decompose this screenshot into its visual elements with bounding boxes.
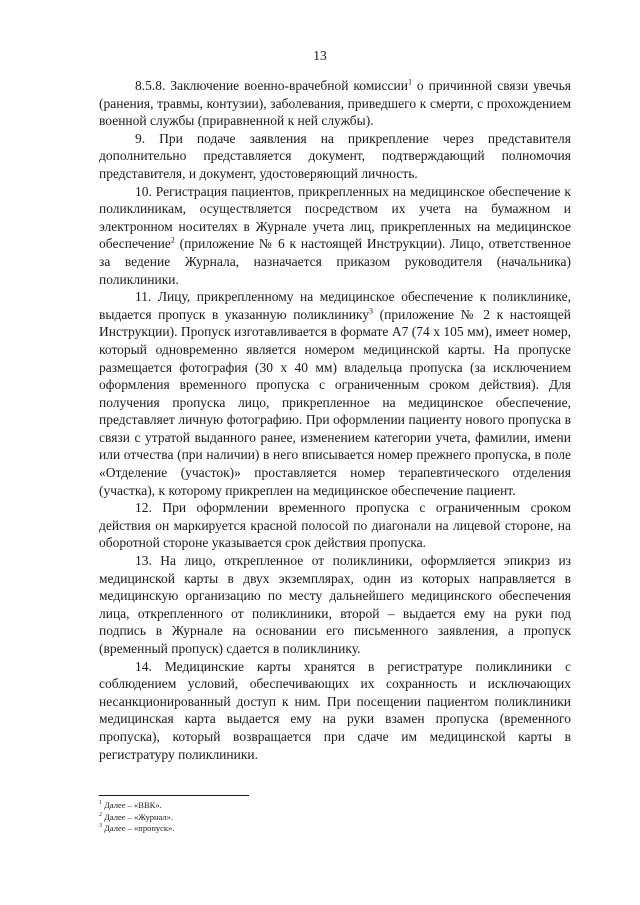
footnote-number: 3 [99, 823, 102, 830]
footnote-2 [99, 812, 399, 824]
footnote-divider [99, 795, 249, 796]
paragraph-tail: (приложение № 2 к настоящей Инструкции). Пропуск изготавливается в формате А7 (74 х 105 мм), имеет номер, который одновременно является номером медицинской карты. На пропуске размещается фотография (30 х 40 мм) владельца пропуска (за исключением оформления временного пропуска с ограниченным сроком действия). Для получения пропуска лицо, прикрепленное на медицинское обеспечение, представляет личную фотографию. При оформлении пациенту нового пропуска в связи с утратой выданного ранее, изменением категории учета, фамилии, имени или отчества (при наличии) в него вписывается номер прежнего пропуска, в поле «Отделение (участок)» проставляется номер терапевтического отделения (участка), к которому прикреплен на медицинское обеспечение пациент. [99, 306, 571, 498]
footnote-text: Далее – «Журнал». [102, 811, 174, 822]
footnotes [99, 800, 399, 835]
paragraph-text: 9. При подаче заявления на прикрепление через представителя дополнительно представляется документ, подтверждающий полномочия представителя, и документ, удостоверяющий личность. [99, 130, 571, 181]
footnote-ref: 1 [407, 77, 412, 87]
paragraph-text: 13. На лицо, открепленное от поликлиники, оформляется эпикриз из медицинской карты в двух экземплярах, один из которых направляется в медицинскую организацию по месту дальнейшего медицинского обеспечения лица, открепленного от поликлиники, второй – выдается ему на руки под подпись в Журнале на основании его письменного заявления, а пропуск (временный пропуск) сдается в поликлинику. [99, 553, 571, 656]
paragraph-13 [99, 552, 571, 658]
footnote-text: Далее – «ВВК». [102, 800, 162, 810]
paragraph-tail: (приложение № 6 к настоящей Инструкции). Лицо, ответственное за ведение Журнала, назначается приказом руководителя (начальника) поликлиники. [99, 236, 571, 287]
footnote-ref: 3 [369, 306, 374, 316]
paragraph-tail: о причинной связи увечья (ранения, травмы, контузии), заболевания, приведшего к смерти, с прохождением военной службы (приравненной к ней службы). [99, 78, 571, 129]
paragraph-text: 11. Лицу, прикрепленному на медицинское обеспечение к поликлинике, выдается пропуск в указанную поликлинику [99, 289, 571, 322]
footnote-ref: 2 [170, 235, 175, 245]
paragraph-10 [99, 183, 571, 289]
paragraph-text: 12. При оформлении временного пропуска с ограниченным сроком действия он маркируется красной полосой по диагонали на лицевой стороне, на оборотной стороне указывается срок действия пропуска. [99, 500, 571, 551]
paragraph-text: 8.5.8. Заключение военно-врачебной комиссии [135, 78, 408, 93]
footnote-1 [99, 800, 399, 812]
paragraph-9 [99, 130, 571, 183]
footnote-number: 2 [99, 811, 102, 818]
footnote-text: Далее – «пропуск». [102, 823, 175, 833]
footnote-number: 1 [99, 800, 102, 807]
page-number: 13 [313, 48, 327, 63]
paragraph-14 [99, 658, 571, 764]
paragraph-8-5-8 [99, 77, 571, 130]
paragraph-11 [99, 288, 571, 499]
paragraph-text: 14. Медицинские карты хранятся в регистратуре поликлиники с соблюдением условий, обеспечивающих их сохранность и исключающих несанкционированный доступ к ним. При посещении пациентом поликлиники медицинская карта выдается ему на руки взамен пропуска (временного пропуска), который возвращается при сдаче им медицинской карты в регистратуру поликлиники. [99, 658, 571, 762]
document-body [99, 77, 571, 763]
paragraph-text: 10. Регистрация пациентов, прикрепленных на медицинское обеспечение к поликлиникам, осуществляется посредством их учета на бумажном и электронном носителях в Журнале учета лиц, прикрепленных на медицинское обеспечение [99, 183, 571, 252]
footnote-3 [99, 823, 399, 835]
paragraph-12 [99, 499, 571, 552]
